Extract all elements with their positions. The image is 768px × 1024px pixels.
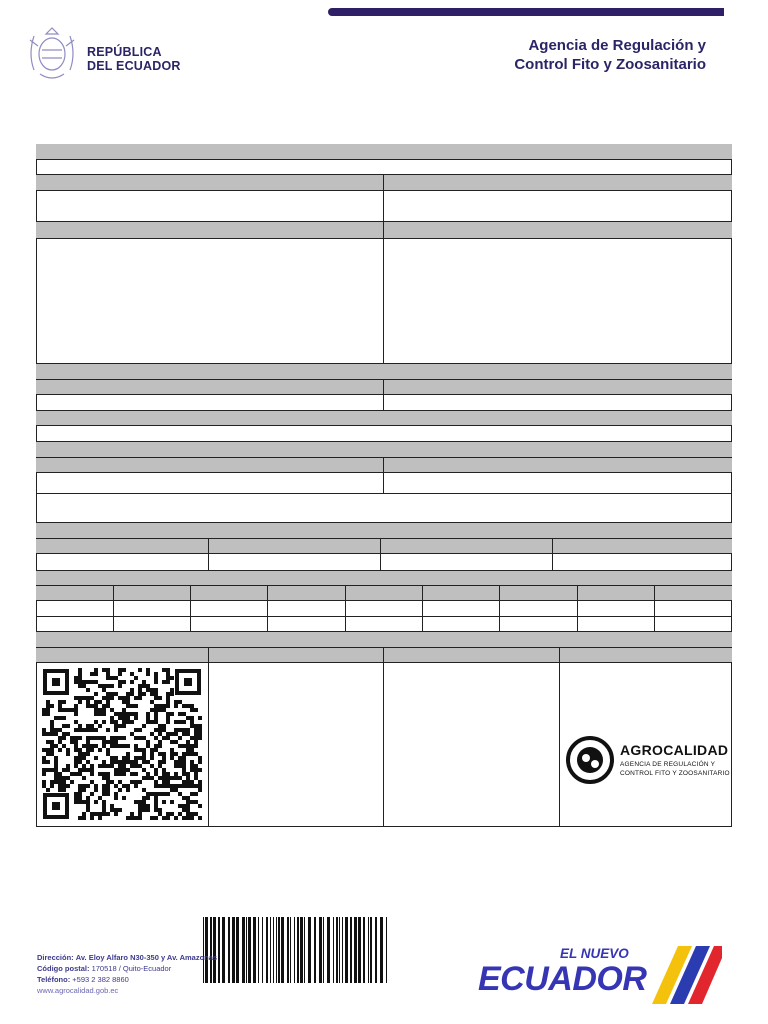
section-header-5 xyxy=(36,380,732,395)
section-header-10 xyxy=(36,539,732,554)
column-divider xyxy=(577,586,578,631)
qr-code-icon xyxy=(42,668,202,820)
agency-line-1: Agencia de Regulación y xyxy=(528,37,706,54)
barcode-icon xyxy=(203,917,389,983)
address-label: Dirección: xyxy=(37,953,74,962)
postal-label: Código postal: xyxy=(37,964,90,973)
phone-value: +593 2 382 8860 xyxy=(72,975,129,984)
section-header-13 xyxy=(36,632,732,648)
column-divider xyxy=(383,175,384,221)
flag-stripes-icon xyxy=(632,942,722,1006)
footer-postal xyxy=(37,963,217,974)
footer-phone xyxy=(37,974,217,985)
section-header-3 xyxy=(36,222,732,239)
column-divider xyxy=(499,586,500,631)
postal-value: 170518 / Quito-Ecuador xyxy=(91,964,172,973)
footer-address xyxy=(37,952,217,963)
column-divider xyxy=(190,586,191,631)
brand-small-text: EL NUEVO xyxy=(560,946,629,961)
section-header-8 xyxy=(36,458,732,473)
section-header-14 xyxy=(36,648,732,663)
column-divider xyxy=(383,222,384,363)
column-divider xyxy=(383,458,384,493)
republic-line-2: DEL ECUADOR xyxy=(87,59,181,73)
column-divider xyxy=(654,586,655,631)
section-header-12 xyxy=(36,586,732,601)
divider xyxy=(36,493,732,494)
agency-line-2: Control Fito y Zoosanitario xyxy=(514,56,706,73)
column-divider xyxy=(267,586,268,631)
phone-label: Teléfono: xyxy=(37,975,71,984)
column-divider xyxy=(380,539,381,570)
section-header-6 xyxy=(36,411,732,426)
stamp-subtitle xyxy=(620,760,730,778)
top-accent-bar xyxy=(328,8,724,16)
section-header-9 xyxy=(36,523,732,539)
address-value: Av. Eloy Alfaro N30-350 y Av. Amazonas xyxy=(75,953,218,962)
section-header-1 xyxy=(36,144,732,160)
column-divider xyxy=(208,539,209,570)
republic-title xyxy=(87,45,181,73)
stamp-title: AGROCALIDAD xyxy=(620,742,729,758)
footer-contact xyxy=(37,952,217,996)
stamp-subtitle-line-2: CONTROL FITO Y ZOOSANITARIO xyxy=(620,770,730,777)
agency-title xyxy=(514,36,706,74)
column-divider xyxy=(552,539,553,570)
coat-of-arms-icon xyxy=(24,24,80,84)
column-divider xyxy=(422,586,423,631)
section-header-2 xyxy=(36,175,732,191)
column-divider xyxy=(113,586,114,631)
column-divider xyxy=(383,380,384,410)
divider xyxy=(36,616,732,617)
brand-wordmark: ECUADOR xyxy=(478,960,647,998)
stamp-subtitle-line-1: AGENCIA DE REGULACIÓN Y xyxy=(620,761,716,768)
column-divider xyxy=(559,648,560,827)
section-header-11 xyxy=(36,571,732,586)
section-header-7 xyxy=(36,442,732,458)
republic-line-1: REPÚBLICA xyxy=(87,45,162,59)
column-divider xyxy=(383,648,384,827)
column-divider xyxy=(345,586,346,631)
column-divider xyxy=(208,648,209,827)
section-header-4 xyxy=(36,364,732,380)
footer-website[interactable]: www.agrocalidad.gob.ec xyxy=(37,986,119,995)
